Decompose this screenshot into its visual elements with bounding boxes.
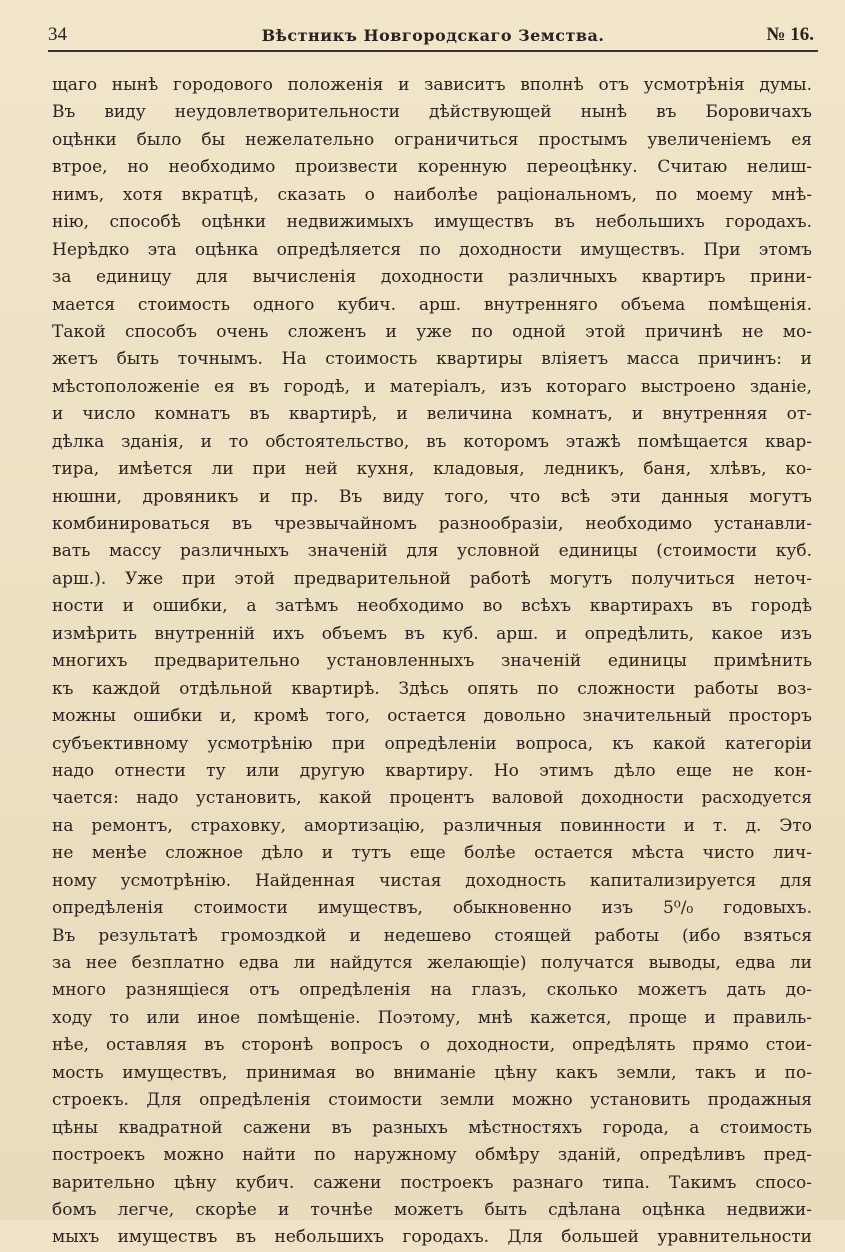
body-text bbox=[52, 72, 812, 1252]
text-line: нимъ, хотя вкратцѣ, сказать о наиболѣе раціональномъ, по моему мнѣ- bbox=[52, 184, 812, 205]
text-line: можны ошибки и, кромѣ того, остается довольно значительный просторъ bbox=[52, 706, 812, 727]
text-line: варительно цѣну кубич. сажени построекъ разнаго типа. Такимъ спосо- bbox=[52, 1172, 812, 1193]
text-line: къ каждой отдѣльной квартирѣ. Здѣсь опять по сложности работы воз- bbox=[52, 678, 812, 699]
journal-title: Вѣстникъ Новгородскаго Земства. bbox=[261, 26, 605, 45]
text-line: щаго нынѣ городового положенія и зависитъ вполнѣ отъ усмотрѣнія думы. bbox=[52, 75, 812, 95]
text-line: Въ результатѣ громоздкой и недешево стоящей работы (ибо взяться bbox=[52, 925, 812, 946]
text-line: тира, имѣется ли при ней кухня, кладовыя, ледникъ, баня, хлѣвъ, ко- bbox=[52, 459, 812, 480]
text-line: оцѣнки было бы нежелательно ограничиться простымъ увеличеніемъ ея bbox=[52, 129, 812, 150]
text-line: и число комнатъ въ квартирѣ, и величина комнатъ, и внутренняя от- bbox=[52, 404, 812, 425]
text-line: на ремонтъ, страховку, амортизацію, различныя повинности и т. д. Это bbox=[52, 815, 812, 836]
text-line: втрое, но необходимо произвести коренную переоцѣнку. Считаю нелиш- bbox=[52, 157, 812, 178]
text-line: ходу то или иное помѣщеніе. Поэтому, мнѣ кажется, проще и правиль- bbox=[52, 1007, 812, 1028]
text-line: много разнящіеся отъ опредѣленія на глазъ, сколько можетъ дать до- bbox=[52, 980, 812, 1001]
issue-number: № 16. bbox=[766, 24, 814, 45]
text-line: вать массу различныхъ значеній для условной единицы (стоимости куб. bbox=[52, 541, 812, 562]
text-line: не менѣе сложное дѣло и тутъ еще болѣе остается мѣста чисто лич- bbox=[52, 843, 812, 864]
text-line: комбинироваться въ чрезвычайномъ разнообразіи, необходимо устанавли- bbox=[52, 514, 812, 534]
text-line: ности и ошибки, а затѣмъ необходимо во всѣхъ квартирахъ въ городѣ bbox=[52, 596, 812, 617]
text-line: построекъ можно найти по наружному обмѣру зданій, опредѣливъ пред- bbox=[52, 1145, 812, 1166]
text-line: ному усмотрѣнію. Найденная чистая доходность капитализируется для bbox=[52, 870, 812, 891]
text-line: за единицу для вычисленія доходности различныхъ квартиръ прини- bbox=[52, 267, 812, 288]
text-line: цѣны квадратной сажени въ разныхъ мѣстностяхъ города, а стоимость bbox=[52, 1117, 812, 1138]
text-line: Нерѣдко эта оцѣнка опредѣляется по доходности имуществъ. При этомъ bbox=[52, 239, 812, 260]
text-line: Въ виду неудовлетворительности дѣйствующей нынѣ въ Боровичахъ bbox=[52, 102, 812, 123]
text-line: бомъ легче, скорѣе и точнѣе можетъ быть сдѣлана оцѣнка недвижи- bbox=[52, 1199, 812, 1220]
text-line: мыхъ имуществъ въ небольшихъ городахъ. Для большей уравнительности bbox=[52, 1227, 812, 1248]
text-line: измѣрить внутренній ихъ объемъ въ куб. арш. и опредѣлить, какое изъ bbox=[52, 623, 812, 644]
text-line: мѣстоположеніе ея въ городѣ, и матеріалъ, изъ котораго выстроено зданіе, bbox=[52, 376, 812, 397]
text-line: за нее безплатно едва ли найдутся желающіе) получатся выводы, едва ли bbox=[52, 953, 812, 973]
text-line: чается: надо установить, какой процентъ валовой доходности расходуется bbox=[52, 788, 812, 809]
text-line: опредѣленія стоимости имуществъ, обыкновенно изъ 5⁰/₀ годовыхъ. bbox=[52, 898, 812, 919]
text-line: нюшни, дровяникъ и пр. Въ виду того, что всѣ эти данныя могутъ bbox=[52, 486, 812, 507]
text-line: строекъ. Для опредѣленія стоимости земли можно установить продажныя bbox=[52, 1090, 812, 1111]
text-line: дѣлка зданія, и то обстоятельство, въ которомъ этажѣ помѣщается квар- bbox=[52, 431, 812, 452]
text-line: арш.). Уже при этой предварительной работѣ могутъ получиться неточ- bbox=[52, 568, 812, 589]
page-number: 34 bbox=[48, 24, 67, 45]
text-line: нѣе, оставляя въ сторонѣ вопросъ о доходности, опредѣлять прямо стои- bbox=[52, 1035, 812, 1056]
page-header bbox=[48, 22, 818, 52]
text-line: Такой способъ очень сложенъ и уже по одной этой причинѣ не мо- bbox=[52, 321, 812, 342]
text-line: жетъ быть точнымъ. На стоимость квартиры вліяетъ масса причинъ: и bbox=[52, 349, 812, 370]
text-line: мается стоимость одного кубич. арш. внутренняго объема помѣщенія. bbox=[52, 294, 812, 315]
text-line: нію, способѣ оцѣнки недвижимыхъ имуществъ въ небольшихъ городахъ. bbox=[52, 212, 812, 233]
text-line: субъективному усмотрѣнію при опредѣленіи вопроса, къ какой категоріи bbox=[52, 733, 812, 754]
text-line: мость имуществъ, принимая во вниманіе цѣну какъ земли, такъ и по- bbox=[52, 1062, 812, 1083]
text-line: многихъ предварительно установленныхъ значеній единицы примѣнить bbox=[52, 651, 812, 672]
text-line: надо отнести ту или другую квартиру. Но этимъ дѣло еще не кон- bbox=[52, 760, 812, 781]
